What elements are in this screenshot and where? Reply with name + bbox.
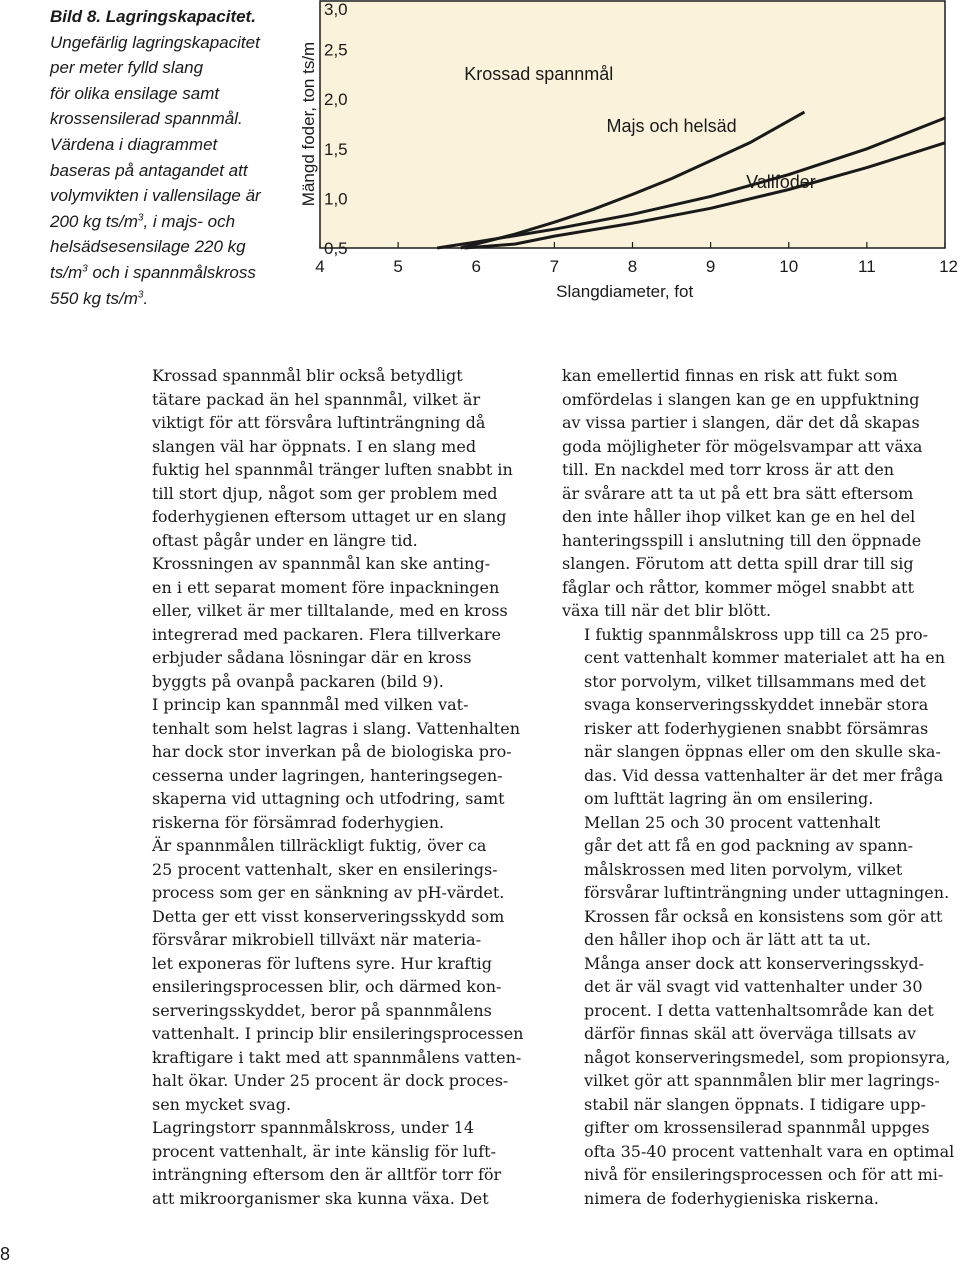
text-line: därför finnas skäl att överväga tillsats av [584,1024,917,1043]
caption-line [50,260,282,286]
x-tick-label: 7 [549,257,560,276]
text-line: går det att få en god packning av spann- [584,836,913,855]
series-label: Vallfoder [746,172,816,192]
paragraph [562,623,960,811]
right-text-column [562,364,960,1210]
y-axis-label: Mängd foder, ton ts/m [299,41,318,207]
text-line: tätare packad än hel spannmål, vilket är [152,389,481,409]
y-tick-label: 2,5 [324,40,348,60]
x-tick-label: 4 [315,257,325,276]
text-line: oftast pågår under en längre tid. [152,530,418,550]
caption-text: , i majs- och [143,211,236,231]
caption-line: baseras på antagandet att [50,160,248,180]
y-tick-label: 0,5 [324,239,348,258]
text-line: växa till när det blir blött. [562,601,772,620]
text-line: procent. I detta vattenhaltsområde kan det [584,1000,934,1020]
text-line: hanteringsspill i anslutning till den öppnade [562,530,922,550]
text-line: den håller ihop och är lätt att ta ut. [584,930,871,949]
text-line: let exponeras för luftens syre. Hur kraftig [152,953,492,973]
text-line: stabil när slangen öppnats. I tidigare upp- [584,1094,926,1114]
caption-line: Ungefärlig lagringskapacitet [50,32,260,52]
text-line: eller, vilket är mer tilltalande, med en kross [152,601,508,620]
text-line: om lufttät lagring än om ensilering. [584,789,874,808]
text-line: halt ökar. Under 25 procent är dock proces- [152,1071,509,1090]
paragraph [562,364,960,623]
text-line: av vissa partier i slangen, där det då skapas [562,413,920,432]
text-line: ensileringsprocessen blir, och därmed kon- [152,977,502,996]
caption-text: ts/m [50,262,83,282]
paragraph [562,952,960,1211]
text-line: Mellan 25 och 30 procent vattenhalt [584,812,881,832]
text-line: goda möjligheter för mögelsvampar att växa [562,436,923,456]
text-line: tenhalt som helst lagras i slang. Vattenhalten [152,718,520,738]
text-line: svaga konserveringsskyddet innebär stora [584,695,929,714]
page-number: 8 [0,1244,11,1264]
caption-line: volymvikten i vallensilage är [50,186,261,206]
text-line: inträngning eftersom den är alltför torr för [152,1165,502,1184]
text-line: risker att foderhygienen snabbt försämras [584,718,929,738]
text-line: försvårar mikrobiell tillväxt när materia- [152,930,482,949]
text-line: byggts på ovanpå packaren (bild 9). [152,671,444,691]
figure-caption [50,4,282,311]
caption-superscript: 3 [137,288,144,300]
caption-superscript: 3 [137,212,144,224]
x-tick-label: 6 [471,257,481,276]
text-line: försvårar luftinträngning under uttagningen. [584,883,950,902]
y-tick-label: 1,0 [324,189,348,209]
text-line: viktigt för att försvåra luftinträngning då [152,413,486,432]
text-line: skaperna vid uttagning och utfodring, samt [152,789,505,808]
text-line: slangen väl har öppnats. I en slang med [152,436,477,456]
capacity-chart [292,0,960,305]
paragraph [130,364,522,552]
text-line: Är spannmålen tillräckligt fuktig, över ca [152,836,487,855]
text-line: den inte håller ihop vilket kan ge en hel del [562,507,916,526]
text-line: när slangen öppnas eller om den skulle ska- [584,742,941,761]
text-line: fåglar och råttor, kommer mögel snabbt att [562,577,914,597]
caption-line: krossensilerad spannmål. [50,109,243,129]
x-tick-label: 10 [779,257,799,276]
text-line: I fuktig spannmålskross upp till ca 25 pro- [584,624,929,644]
text-line: Lagringstorr spannmålskross, under 14 [152,1118,474,1137]
paragraph [130,1116,522,1210]
caption-superscript: 3 [82,263,88,275]
y-tick-label: 1,5 [324,139,348,159]
text-line: Krossen får också en konsistens som gör att [584,906,943,926]
x-tick-label: 9 [705,257,716,276]
text-line: serveringsskyddet, beror på spannmålens [152,1000,492,1020]
chart-svg [292,0,960,305]
text-line: cent vattenhalt kommer materialet att ha en [584,648,946,667]
x-tick-label: 5 [393,257,403,276]
text-line: Detta ger ett visst konserveringsskydd som [152,906,505,926]
text-line: erbjuder sådana lösningar där en kross [152,648,472,667]
text-line: har dock stor inverkan på de biologiska pro- [152,742,512,761]
caption-title: Bild 8. Lagringskapacitet. [50,7,256,26]
text-line: stor porvolym, vilket tillsammans med det [584,671,926,691]
text-line: en i ett separat moment före inpackningen [152,577,500,597]
text-line: gifter om krossensilerad spannmål uppges [584,1118,930,1137]
text-line: till stort djup, något som ger problem med [152,483,498,503]
paragraph [130,552,522,693]
x-tick-label: 8 [627,257,638,276]
text-line: att mikroorganismer ska kunna växa. Det [152,1188,489,1208]
text-line: Krossad spannmål blir också betydligt [152,366,463,385]
text-line: till. En nackdel med torr kross är att den [562,460,895,479]
text-line: ofta 35-40 procent vattenhalt vara en optimal [584,1141,955,1161]
text-line: vilket gör att spannmålen blir mer lagrings- [584,1071,940,1090]
caption-line: Värdena i diagrammet [50,134,218,154]
paragraph [562,811,960,952]
caption-text: 550 kg ts/m [50,288,138,308]
caption-line [50,286,282,312]
paragraph [130,693,522,834]
caption-line: för olika ensilage samt [50,83,220,103]
series-label: Krossad spannmål [464,64,614,84]
text-line: process som ger en sänkning av pH-värdet. [152,883,505,902]
text-line: målskrossen med liten porvolym, vilket [584,859,903,879]
caption-line: per meter fylld slang [50,58,204,78]
text-line: procent vattenhalt, är inte känslig för luft- [152,1141,497,1161]
text-line: omfördelas i slangen kan ge en uppfuktning [562,389,920,409]
y-tick-label: 2,0 [324,90,348,110]
text-line: fuktig hel spannmål tränger luften snabbt in [152,460,513,479]
x-tick-label: 11 [858,257,876,276]
x-axis-label: Slangdiameter, fot [556,282,694,301]
caption-text: . [143,288,149,308]
paragraph [130,834,522,1116]
text-line: något konserveringsmedel, som propionsyra, [584,1047,951,1067]
caption-text: och i spannmålskross [87,262,256,282]
series-label: Majs och helsäd [606,116,737,136]
text-line: vattenhalt. I princip blir ensileringsprocessen [152,1024,524,1043]
text-line: 25 procent vattenhalt, sker en ensilerings- [152,859,498,879]
caption-line: helsädsesensilage 220 kg [50,237,246,257]
text-line: foderhygienen eftersom uttaget ur en slang [152,507,507,526]
text-line: nimera de foderhygieniska riskerna. [584,1188,879,1208]
text-line: nivå för ensileringsprocessen och för att mi- [584,1165,944,1184]
y-tick-label: 3,0 [324,0,348,19]
x-tick-label: 12 [939,257,958,276]
text-line: I princip kan spannmål med vilken vat- [152,695,469,714]
text-line: slangen. Förutom att detta spill drar till sig [562,554,914,573]
text-line: integrerad med packaren. Flera tillverkare [152,624,501,644]
left-text-column [130,364,522,1210]
text-line: cesserna under lagringen, hanteringsegen- [152,765,503,785]
text-line: das. Vid dessa vattenhalter är det mer fråga [584,765,944,785]
text-line: riskerna för försämrad foderhygien. [152,812,445,832]
text-line: kraftigare i takt med att spannmålens vatten- [152,1047,522,1067]
text-line: Krossningen av spannmål kan ske anting- [152,554,491,573]
text-line: kan emellertid finnas en risk att fukt som [562,366,898,385]
text-line: sen mycket svag. [152,1094,292,1114]
caption-text: 200 kg ts/m [50,211,138,231]
text-line: är svårare att ta ut på ett bra sätt eftersom [562,483,914,503]
text-line: det är väl svagt vid vattenhalter under 30 [584,977,923,996]
caption-line [50,209,282,235]
text-line: Många anser dock att konserveringsskyd- [584,953,925,973]
